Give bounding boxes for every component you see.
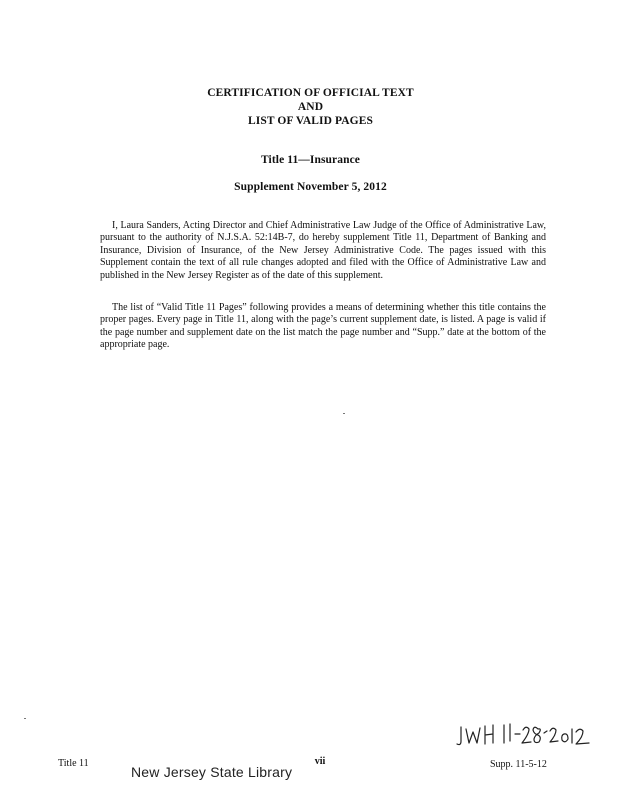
certification-title-and: AND — [297, 101, 324, 113]
footer-supplement: Supp. 11-5-12 — [490, 759, 547, 770]
scan-speck — [24, 718, 26, 719]
valid-pages-title: LIST OF VALID PAGES — [248, 115, 373, 127]
title-subject: Title 11—Insurance — [260, 154, 361, 166]
supplement-date: Supplement November 5, 2012 — [234, 181, 387, 193]
valid-pages-paragraph: The list of “Valid Title 11 Pages” following provides a means of determining whether this title contains the proper pages. Every page in Title 11, along with the page’s current supplement date, is listed. A page is valid if the page number and supplement date on the list match the page number and “Supp.” date at the bottom of the appropriate page. — [100, 302, 546, 351]
certification-paragraph: I, Laura Sanders, Acting Director and Chief Administrative Law Judge of the Office of Administrative Law, pursuant to the authority of N.J.S.A. 52:14B-7, do hereby supplement Title 11, Department of Banking and Insurance, Division of Insurance, of the New Jersey Administrative Code. The pages issued with this Supplement contain the text of all rule changes adopted and filed with the Office of Administrative Law and published in the New Jersey Register as of the date of this supplement. — [100, 220, 546, 281]
library-stamp: New Jersey State Library — [131, 764, 293, 780]
footer-title: Title 11 — [58, 758, 89, 769]
scan-speck — [343, 413, 345, 414]
page-number: vii — [314, 756, 326, 767]
certification-title: CERTIFICATION OF OFFICIAL TEXT — [207, 87, 414, 99]
handwritten-initials-date — [455, 717, 595, 751]
